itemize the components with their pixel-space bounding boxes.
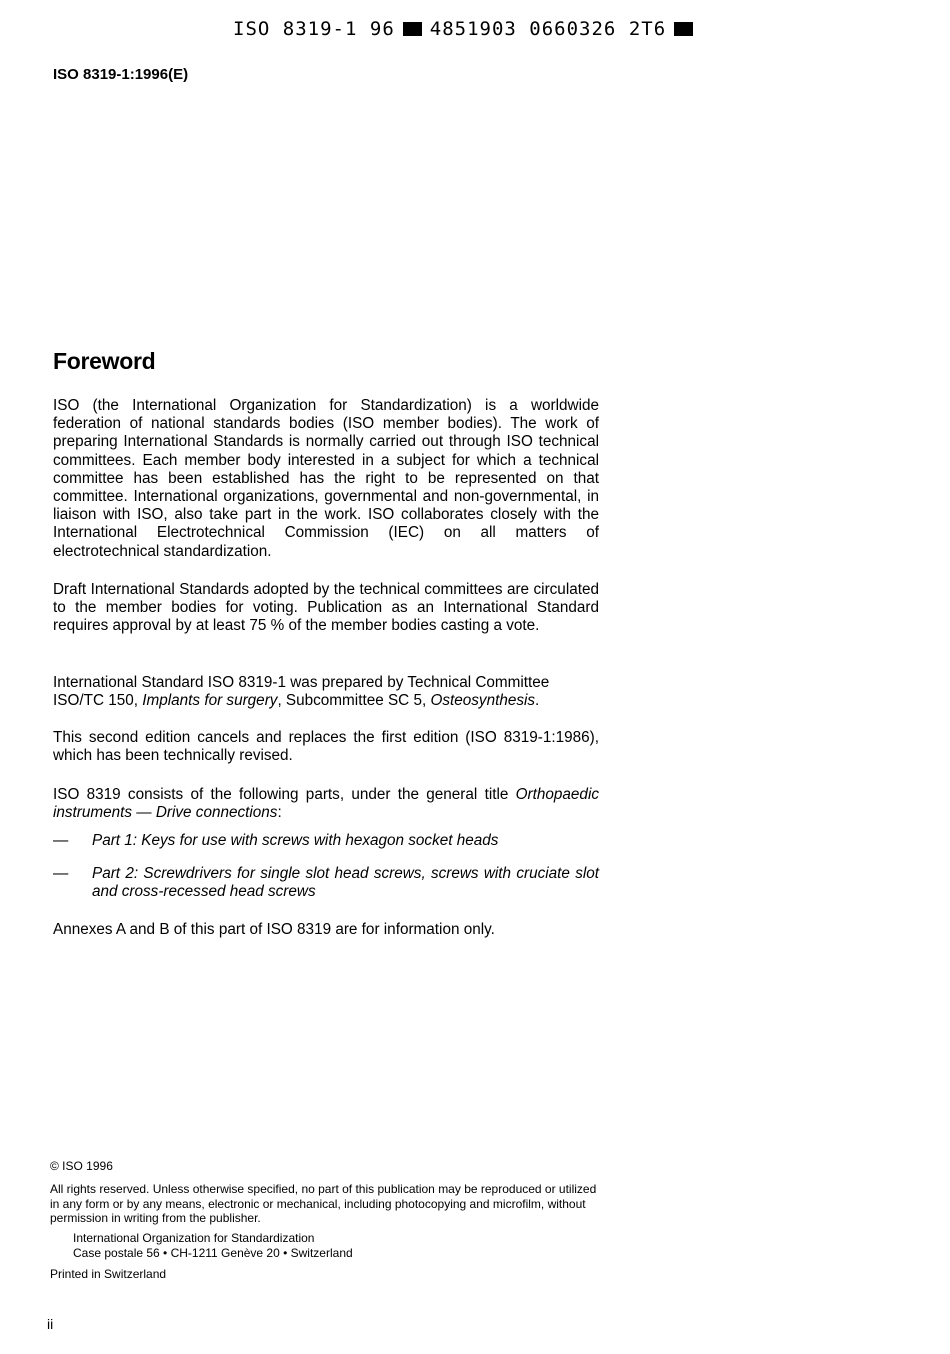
code-doc: 4851903 [429,18,517,40]
copyright-notice: © ISO 1996 [50,1159,113,1173]
paragraph-edition: This second edition cancels and replaces the first edition (ISO 8319-1:1986), which has been technically revised. [53,729,599,765]
standard-identifier: ISO 8319-1:1996(E) [53,66,189,83]
list-item-text: Part 2: Screwdrivers for single slot head screws, screws with cruciate slot and cross-recessed head screws [92,865,599,901]
code-seq: 0660326 [529,18,617,40]
paragraph-draft-standards: Draft International Standards adopted by the technical committees are circulated to the member bodies for voting. Publication as an International Standard requires approval by at least 75 % of the member bodies casting a vote. [53,581,599,635]
list-dash: — [53,865,69,882]
general-title: Orthopaedic instruments — Drive connections [53,786,599,822]
code-number: 8319-1 [282,18,358,40]
page-number: ii [47,1316,54,1332]
black-block-mark [403,22,422,36]
organization-address [73,1231,625,1260]
black-block-mark [674,22,693,36]
list-item [53,865,599,901]
printed-location: Printed in Switzerland [50,1267,167,1281]
organization-name: International Organization for Standardization [73,1231,315,1245]
code-year: 96 [369,18,395,40]
paragraph-annexes: Annexes A and B of this part of ISO 8319 are for information only. [53,921,495,938]
list-dash: — [53,832,69,849]
code-iso: ISO [233,18,271,40]
rights-statement: All rights reserved. Unless otherwise specified, no part of this publication may be reproduced or utilized in any form or by any means, electronic or mechanical, including photocopying and microfilm, without permission in writing from the publisher. [50,1182,597,1226]
paragraph-parts: ISO 8319 consists of the following parts, under the general title Orthopaedic instruments — Drive connections: [53,786,599,822]
postal-address: Case postale 56 • CH-1211 Genève 20 • Switzerland [73,1245,353,1260]
paragraph-iso-intro: ISO (the International Organization for Standardization) is a worldwide federation of national standards bodies (ISO member bodies). The work of preparing International Standards is normally carried out through ISO technical committees. Each member body interested in a subject for which a technical committee has been established has the right to be represented on that committee. International organizations, governmental and non-governmental, in liaison with ISO, also take part in the work. ISO collaborates closely with the International Electrotechnical Commission (IEC) on all matters of electrotechnical standardization. [53,397,599,560]
page-title: Foreword [53,348,156,374]
committee-title: Implants for surgery [142,692,278,710]
list-item [53,832,599,850]
paragraph-prepared-by: International Standard ISO 8319-1 was prepared by Technical Committee ISO/TC 150, Implants for surgery, Subcommittee SC 5, Osteosynthesis. [53,674,550,710]
code-suffix: 2T6 [628,18,667,40]
scanner-code-line [233,14,703,44]
list-item-text: Part 1: Keys for use with screws with hexagon socket heads [92,832,499,849]
subcommittee-title: Osteosynthesis [430,692,536,710]
